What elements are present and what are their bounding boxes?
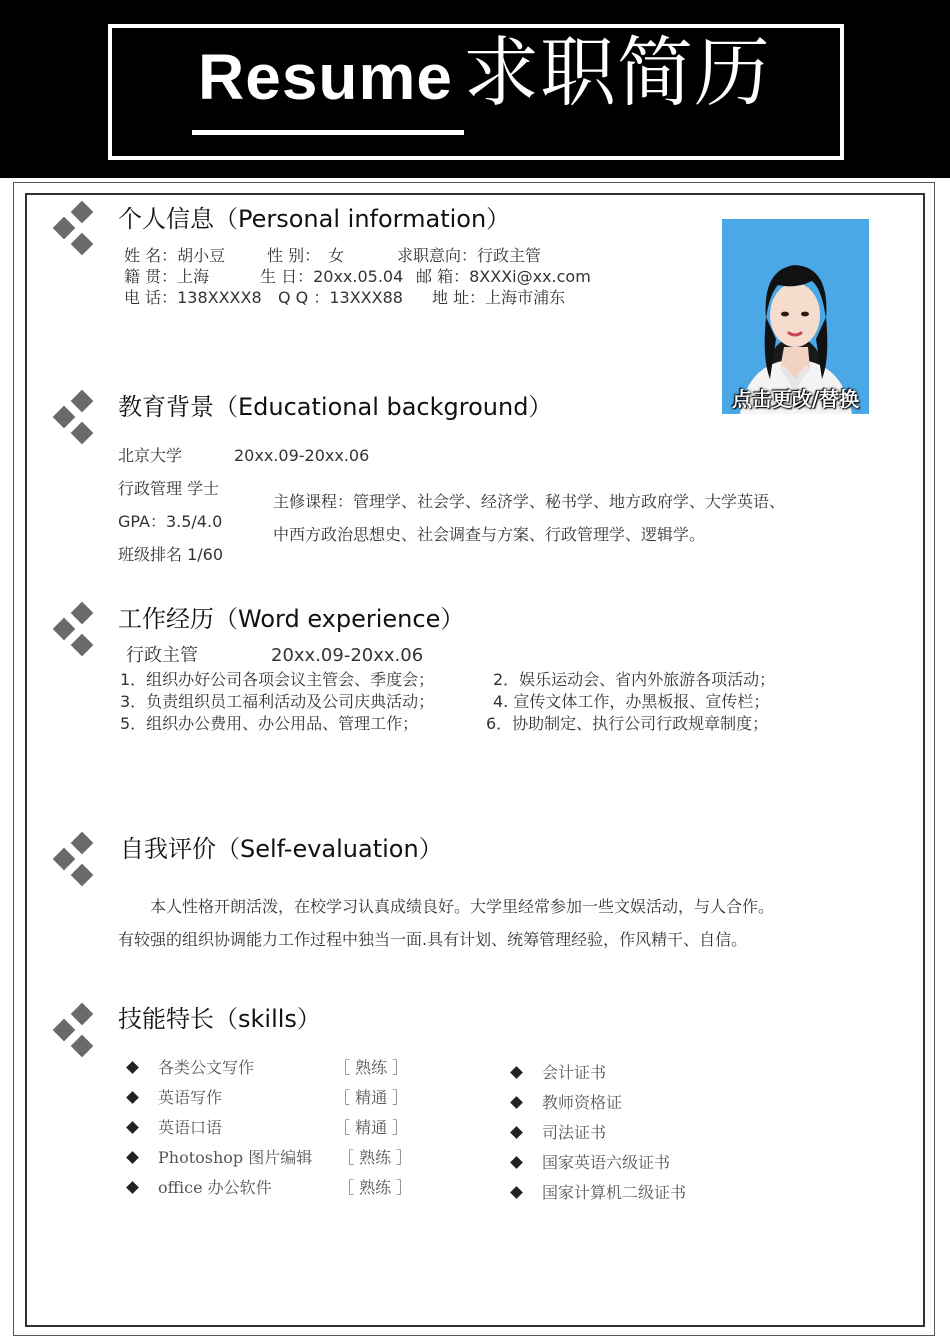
diamond-icon <box>52 601 108 657</box>
section-title-self-eval: 自我评价（Self-evaluation） <box>120 835 443 863</box>
edu-rank: 班级排名 1/60 <box>118 545 224 564</box>
section-title-education: 教育背景（Educational background） <box>118 393 553 421</box>
certificate: 司法证书 <box>542 1123 607 1142</box>
certificate: 教师资格证 <box>542 1093 623 1112</box>
title-en: Resume <box>198 41 453 113</box>
self-eval-line2: 有较强的组织协调能力工作过程中独当一面.具有计划、统筹管理经验，作风精干、自信。 <box>118 930 748 949</box>
page-title <box>198 31 771 117</box>
diamond-icon <box>52 389 108 445</box>
edu-period: 20xx.09-20xx.06 <box>234 446 370 465</box>
skill-level: ［ 精通 ］ <box>334 1088 409 1107</box>
section-title-personal: 个人信息（Personal information） <box>118 205 511 233</box>
field-birth: 生 日：20xx.05.04 <box>260 267 404 286</box>
field-email: 邮 箱：8XXXi@xx.com <box>416 267 591 286</box>
section-title-work: 工作经历（Word experience） <box>118 605 465 633</box>
field-name: 姓 名：胡小豆 <box>124 246 226 265</box>
work-duty: 3．负责组织员工福利活动及公司庆典活动； <box>120 692 435 711</box>
field-origin: 籍 贯：上海 <box>124 267 210 286</box>
field-intent: 求职意向：行政主管 <box>397 246 542 265</box>
certificate: 国家计算机二级证书 <box>542 1183 687 1202</box>
profile-photo[interactable] <box>722 219 869 414</box>
section-title-skills: 技能特长（skills） <box>118 1005 321 1033</box>
skill-name: 英语写作 <box>158 1088 223 1107</box>
field-gender: 性 别： 女 <box>267 246 345 265</box>
work-duty: 2．娱乐运动会、省内外旅游各项活动； <box>493 670 776 689</box>
diamond-icon <box>52 1002 108 1058</box>
self-eval-line1: 本人性格开朗活泼，在校学习认真成绩良好。大学里经常参加一些文娱活动，与人合作。 <box>150 897 775 916</box>
edu-courses-line2: 中西方政治思想史、社会调查与方案、行政管理学、逻辑学。 <box>273 525 706 544</box>
skill-level: ［ 熟练 ］ <box>338 1148 413 1167</box>
diamond-icon <box>52 831 108 887</box>
header-title-frame <box>108 24 844 160</box>
diamond-icon <box>52 200 108 256</box>
skill-name: 英语口语 <box>158 1118 223 1137</box>
edu-major: 行政管理 学士 <box>118 479 220 498</box>
work-duty: 4. 宣传文体工作，办黑板报、宣传栏； <box>493 692 770 711</box>
field-phone: 电 话：138XXXX8 <box>124 288 262 307</box>
edu-courses-line1: 主修课程：管理学、社会学、经济学、秘书学、地方政府学、大学英语、 <box>273 492 786 511</box>
title-cn: 求职简历 <box>463 31 771 116</box>
skill-name: Photoshop 图片编辑 <box>158 1148 313 1167</box>
edu-school: 北京大学 <box>118 446 183 465</box>
portrait-image <box>722 219 869 414</box>
skill-level: ［ 熟练 ］ <box>334 1058 409 1077</box>
title-underline <box>192 130 464 135</box>
certificate: 会计证书 <box>542 1063 607 1082</box>
work-duty: 1．组织办好公司各项会议主管会、季度会； <box>120 670 435 689</box>
skill-name: office 办公软件 <box>158 1178 272 1197</box>
work-period: 20xx.09-20xx.06 <box>271 645 424 666</box>
skill-name: 各类公文写作 <box>158 1058 255 1077</box>
work-duty: 5．组织办公费用、办公用品、管理工作； <box>120 714 419 733</box>
work-position: 行政主管 <box>126 645 198 666</box>
certificate: 国家英语六级证书 <box>542 1153 671 1172</box>
skill-level: ［ 熟练 ］ <box>338 1178 413 1197</box>
work-duty: 6．协助制定、执行公司行政规章制度； <box>486 714 769 733</box>
field-qq: Q Q ：13XXX88 <box>278 288 403 307</box>
photo-replace-caption[interactable]: 点击更改/替换 <box>731 387 860 411</box>
edu-gpa: GPA：3.5/4.0 <box>118 512 223 531</box>
header-banner <box>0 0 950 178</box>
field-address: 地 址：上海市浦东 <box>432 288 566 307</box>
skill-level: ［ 精通 ］ <box>334 1118 409 1137</box>
